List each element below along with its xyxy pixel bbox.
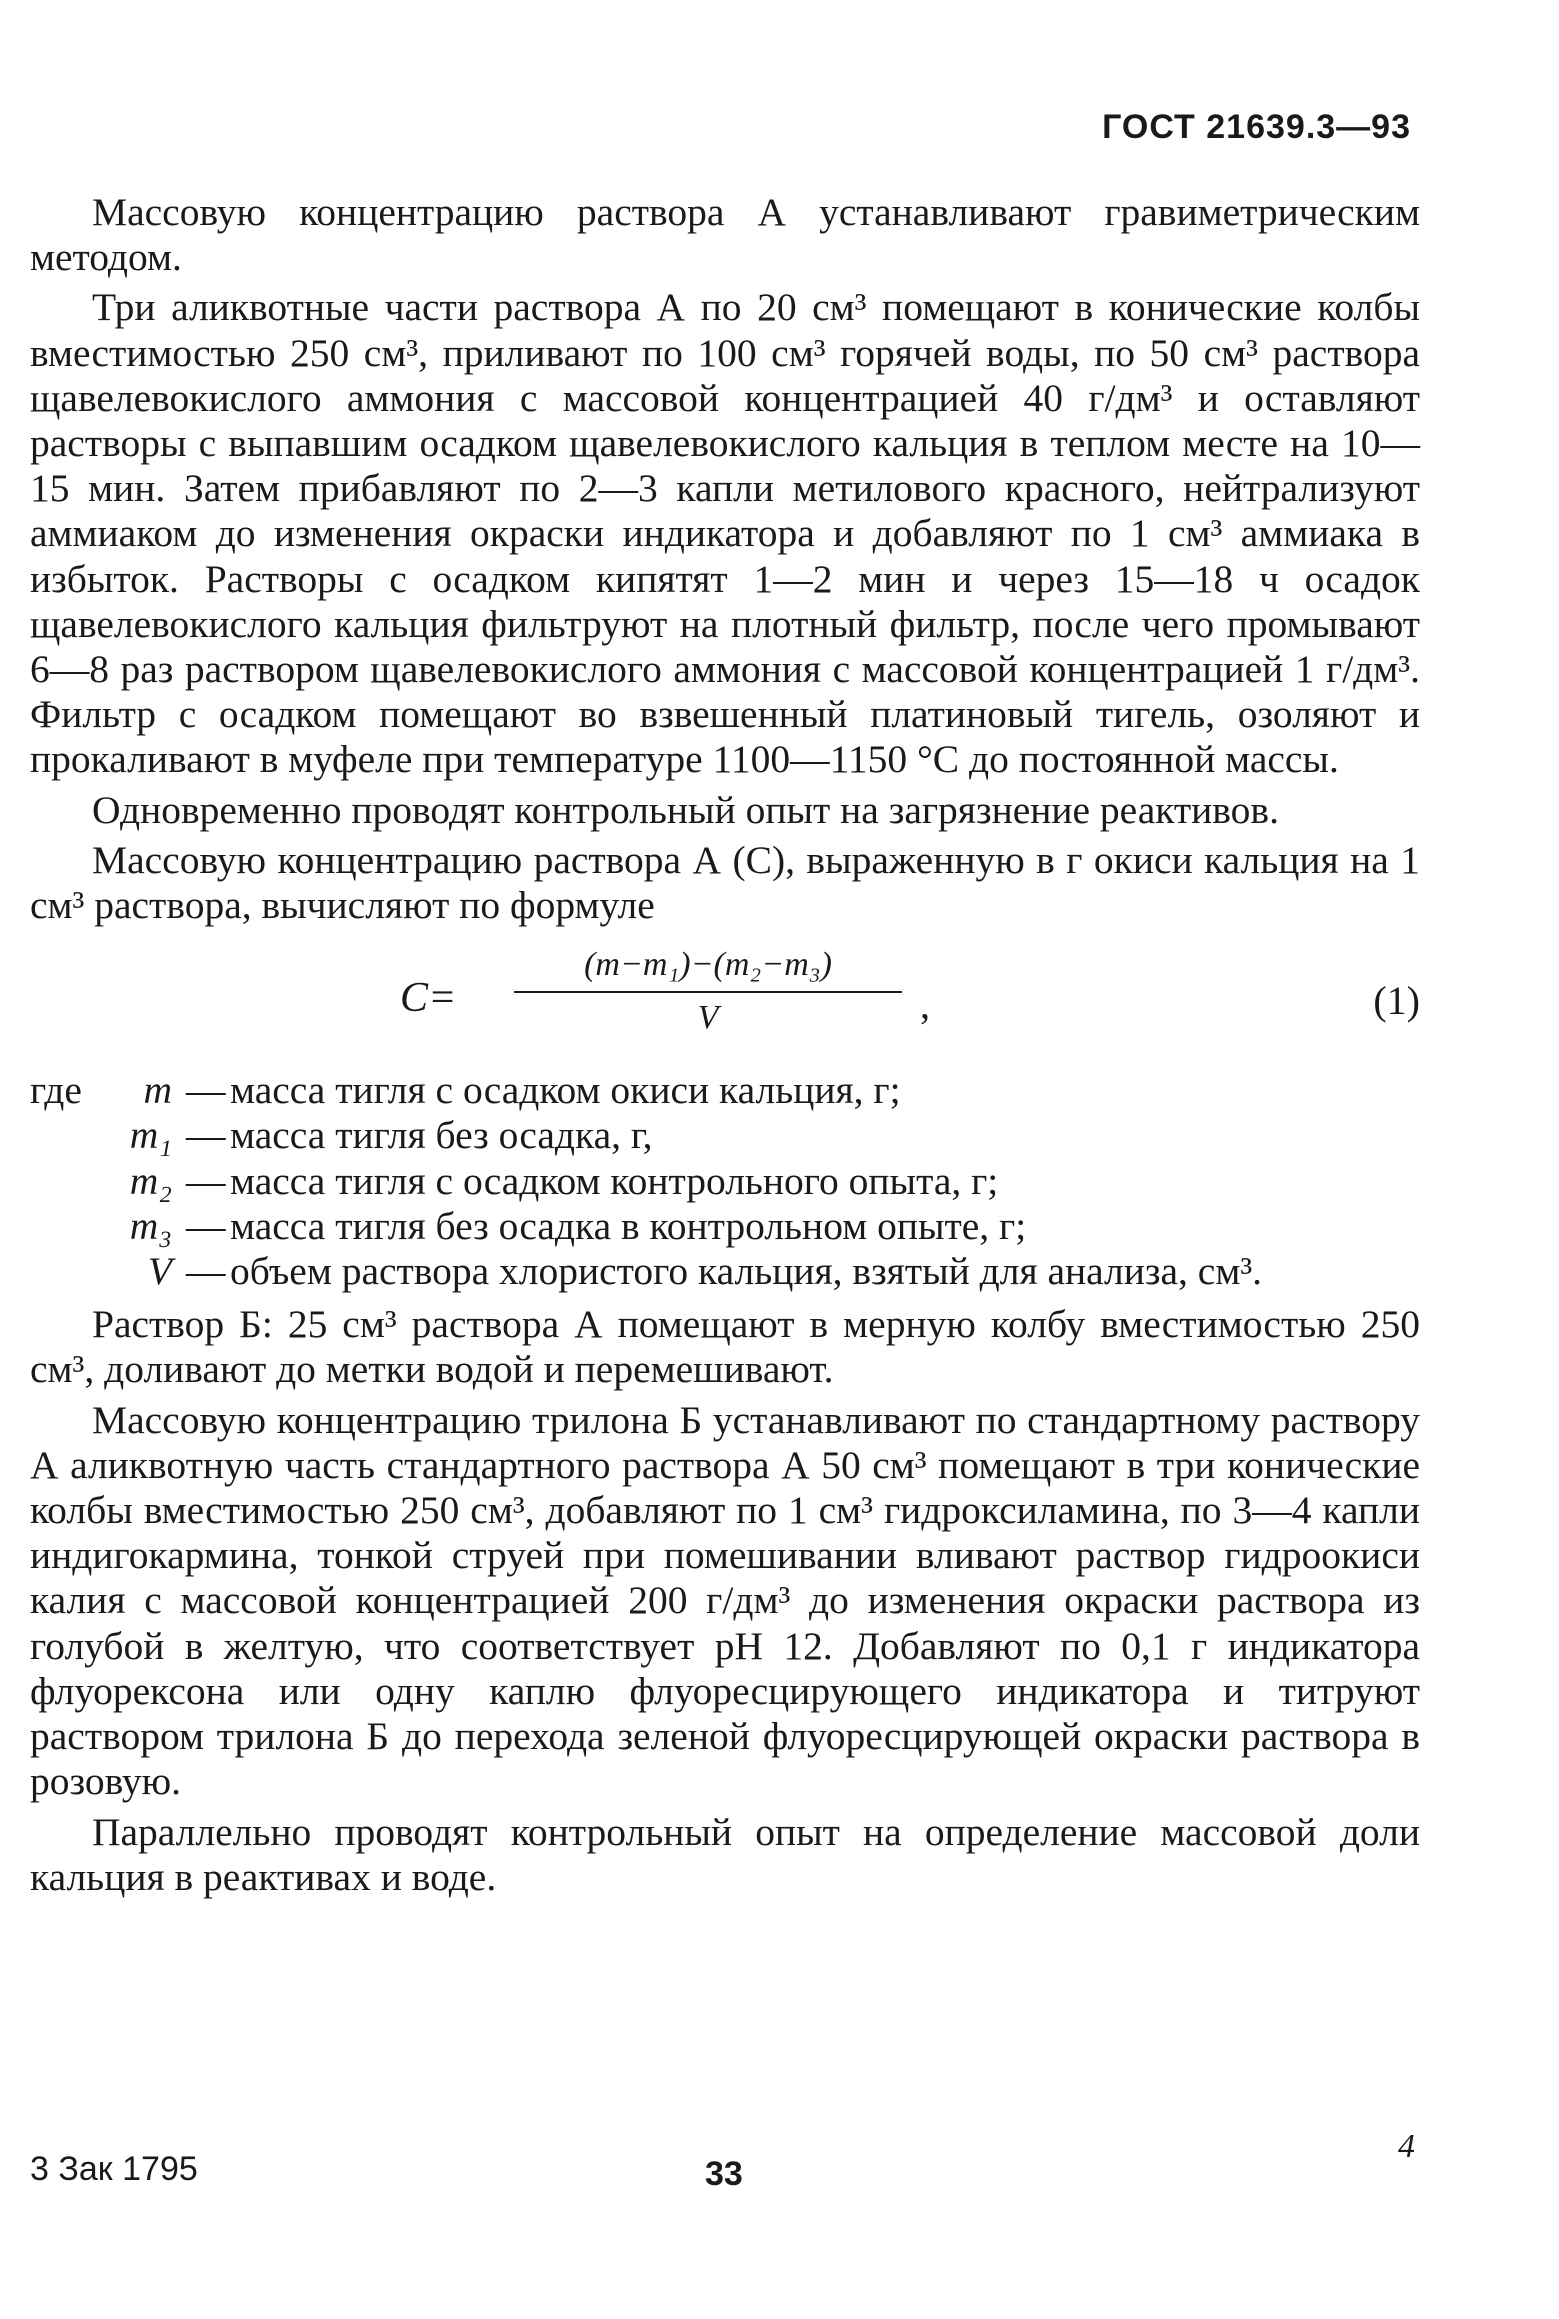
- definition-text: масса тигля без осадка в контрольном опыте, г;: [230, 1203, 1027, 1248]
- paragraph-trilon-b: Массовую концентрацию трилона Б устанавливают по стандартному раствору А аликвотную часть стандартного раствора А 50 см³ помещают в три конические колбы вместимостью 250 см³, добавляют по 1 см³ гидроксиламина, по 3—4 капли индигокармина, тонкой струей при помешивании вливают раствор гидроокиси калия с массовой концентрацией 200 г/дм³ до изменения окраски раствора из голубой в желтую, что соответствует рН 12. Добавляют по 0,1 г индикатора флуорексона или одну каплю флуоресцирующего индикатора и титруют раствором трилона Б до перехода зеленой флуоресцирующей окраски раствора в розовую.: [30, 1397, 1420, 1804]
- signature-mark: 4: [1398, 2128, 1415, 2165]
- formula-1: [30, 938, 1420, 1058]
- definition-text: масса тигля с осадком окиси кальция, г;: [230, 1068, 901, 1113]
- paragraph-gravimetric-method: Массовую концентрацию раствора А устанавливают гравиметрическим методом.: [30, 190, 1420, 280]
- paragraph-formula-intro: Массовую концентрацию раствора А (С), выраженную в г окиси кальция на 1 см³ раствора, вычисляют по формуле: [30, 837, 1420, 928]
- definition-dash: —: [186, 1068, 226, 1113]
- formula-number: (1): [1373, 978, 1420, 1024]
- page-number: 33: [705, 2155, 743, 2193]
- standard-code: ГОСТ 21639.3—93: [1102, 108, 1411, 146]
- formula-denominator: V: [697, 999, 719, 1037]
- definition-symbol: m₂: [129, 1158, 172, 1203]
- definition-symbol: V: [147, 1249, 172, 1294]
- document-body: [30, 190, 1420, 1905]
- definition-dash: —: [186, 1113, 226, 1158]
- definition-text: масса тигля без осадка, г,: [230, 1113, 653, 1158]
- formula-lhs: C=: [400, 975, 457, 1022]
- definitions-intro: где: [30, 1068, 82, 1113]
- definition-row: [30, 1159, 1420, 1204]
- definition-text: объем раствора хлористого кальция, взятый для анализа, см³.: [230, 1249, 1263, 1294]
- paragraph-control-experiment: Одновременно проводят контрольный опыт на загрязнение реактивов.: [92, 787, 1279, 832]
- paragraph-parallel-control: Параллельно проводят контрольный опыт на определение массовой доли кальция в реактивах и воде.: [30, 1809, 1420, 1899]
- definition-dash: —: [186, 1249, 226, 1294]
- definition-symbol: m₃: [129, 1203, 172, 1248]
- print-order-number: 3 Зак 1795: [30, 2150, 198, 2188]
- paragraph-solution-b: Раствор Б: 25 см³ раствора А помещают в мерную колбу вместимостью 250 см³, доливают до метки водой и перемешивают.: [30, 1302, 1420, 1392]
- definition-dash: —: [186, 1158, 226, 1203]
- definition-text: масса тигля с осадком контрольного опыта, г;: [230, 1158, 999, 1203]
- definition-symbol: m: [143, 1068, 172, 1113]
- formula-comma: ,: [920, 982, 930, 1028]
- definition-dash: —: [186, 1203, 226, 1248]
- formula-numerator: (m−m₁)−(m₂−m₃): [584, 946, 832, 984]
- definition-row: [30, 1249, 1420, 1294]
- definition-symbol: m₁: [129, 1113, 172, 1158]
- paragraph-procedure: Три аликвотные части раствора А по 20 см³ помещают в конические колбы вместимостью 250 см³, приливают по 100 см³ горячей воды, по 50 см³ раствора щавелевокислого аммония с массовой концентрацией 40 г/дм³ и оставляют растворы с выпавшим осадком щавелевокислого кальция в теплом месте на 10—15 мин. Затем прибавляют по 2—3 капли метилового красного, нейтрализуют аммиаком до изменения окраски индикатора и добавляют по 1 см³ аммиака в избыток. Растворы с осадком кипятят 1—2 мин и через 15—18 ч осадок щавелевокислого кальция фильтруют на плотный фильтр, после чего промывают 6—8 раз раствором щавелевокислого аммония с массовой концентрацией 1 г/дм³. Фильтр с осадком помещают во взвешенный платиновый тигель, озоляют и прокаливают в муфеле при температуре 1100—1150 °С до постоянной массы.: [30, 285, 1420, 782]
- definition-row: [30, 1204, 1420, 1249]
- definition-row: [30, 1068, 1420, 1113]
- formula-fraction: [508, 942, 908, 1040]
- definition-row: [30, 1113, 1420, 1158]
- variable-definitions: [30, 1068, 1420, 1294]
